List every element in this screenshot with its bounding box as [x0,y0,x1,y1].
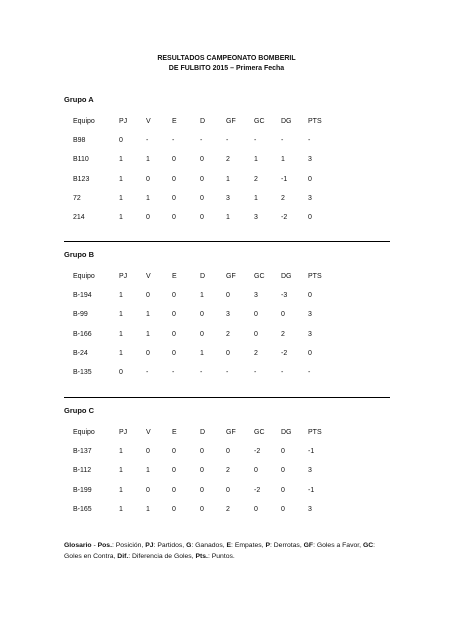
table-cell-v: 0 [146,486,150,494]
table-cell-gc: 3 [254,292,258,300]
table-cell-dg: 0 [281,448,285,456]
header-cell-gf: GF [226,118,236,125]
table-cell-d: 0 [200,448,204,456]
table-cell-v: 1 [146,505,150,513]
glossary-term: GC [362,542,374,549]
table-cell-gc: 0 [254,505,258,513]
table-cell-gf: - [226,137,229,145]
table-cell-dg: -1 [281,175,288,183]
table-header-row [64,272,390,282]
header-cell-pj: PJ [119,273,128,280]
table-row [64,486,390,496]
table-cell-pj: 1 [119,486,123,494]
table-header-row [64,428,390,438]
table-cell-pj: 1 [119,467,123,475]
table-cell-d: 0 [200,330,204,338]
glossary-items [64,542,375,560]
table-cell-pj: 1 [119,194,123,202]
group-title: Grupo A [64,95,94,104]
glossary-definition: : Goles en Contra, [64,542,376,560]
table-row [64,213,390,223]
header-cell-v: V [146,273,151,280]
table-cell-d: - [200,369,203,376]
table-row [64,155,390,165]
header-cell-gf: GF [226,273,236,280]
table-cell-pj: 1 [119,156,123,164]
table-cell-e: 0 [172,505,176,513]
table-cell-e: 0 [172,292,176,300]
header-cell-e: E [172,429,177,436]
table-cell-gf: 2 [226,156,230,164]
header-cell-e: E [172,273,177,280]
table-cell-d: 0 [200,214,204,221]
table-row [64,349,390,359]
table-cell-pts: 0 [308,349,312,357]
table-cell-e: - [172,369,175,376]
table-cell-d: 0 [200,156,204,164]
table-cell-dg: 0 [281,505,285,513]
table-cell-e: 0 [172,194,176,202]
table-row [64,505,390,515]
table-cell-pj: 1 [119,175,123,183]
table-cell-d: 0 [200,194,204,202]
table-cell-v: 1 [146,194,150,202]
table-cell-e: 0 [172,330,176,338]
table-cell-pj: 1 [119,292,123,300]
table-cell-v: 1 [146,156,150,164]
header-cell-pj: PJ [119,118,128,125]
table-row [64,310,390,320]
table-cell-gc: - [254,137,257,145]
table-cell-d: 0 [200,175,204,183]
group-title: Grupo B [64,250,94,259]
table-cell-d: - [200,137,203,145]
table-cell-gc: 2 [254,349,258,357]
table-cell-pts: -1 [308,486,315,494]
table-cell-e: 0 [172,486,176,494]
table-cell-equipo: 72 [73,194,81,202]
glossary-term: Pts. [195,552,208,560]
title-line-2: DE FULBITO 2015 – Primera Fecha [168,65,285,72]
table-cell-gc: 3 [254,214,258,221]
table-cell-pts: -1 [308,448,315,456]
table-row [64,175,390,185]
table-cell-gf: 2 [226,330,230,338]
table-cell-gf: 2 [226,467,230,475]
table-cell-equipo: B-112 [73,467,92,475]
table-header-row [64,117,390,127]
table-cell-pts: 3 [308,156,312,164]
header-cell-v: V [146,429,151,436]
table-cell-gc: 0 [254,467,258,475]
table-cell-gc: 1 [254,156,258,164]
table-cell-e: 0 [172,175,176,183]
table-cell-pts: 0 [308,214,312,221]
section-divider [64,241,390,242]
header-cell-dg: DG [281,273,292,280]
table-cell-dg: - [281,369,284,376]
table-cell-v: 0 [146,214,150,221]
table-cell-v: 1 [146,330,150,338]
table-row [64,291,390,301]
header-cell-pts: PTS [308,429,322,436]
table-cell-equipo: B-166 [73,330,92,338]
table-cell-v: 0 [146,448,150,456]
glossary-definition: : Diferencia de Goles, [128,552,196,560]
table-cell-gc: -2 [254,448,261,456]
glossary-separator: - [91,542,98,549]
header-cell-dg: DG [281,429,292,436]
glossary-term: Pos. [97,542,112,549]
header-cell-e: E [172,118,177,125]
table-cell-gc: 1 [254,194,258,202]
table-cell-dg: 0 [281,486,285,494]
header-cell-equipo: Equipo [73,429,95,436]
table-cell-d: 1 [200,292,204,300]
table-cell-d: 0 [200,505,204,513]
table-cell-equipo: B-165 [73,505,92,513]
glossary-definition: : Partidos, [153,542,187,549]
table-cell-d: 0 [200,486,204,494]
table-cell-dg: 1 [281,156,285,164]
table-cell-pts: - [308,369,311,376]
table-cell-e: 0 [172,349,176,357]
table-cell-pts: 3 [308,467,312,475]
table-cell-equipo: B-135 [73,369,92,376]
glossary-term: P [265,542,270,549]
glossary-term: G [186,542,192,549]
table-cell-pts: 3 [308,311,312,319]
table-cell-pj: 1 [119,448,123,456]
table-cell-gc: 2 [254,175,258,183]
table-cell-dg: -2 [281,349,288,357]
table-cell-gc: -2 [254,486,261,494]
table-cell-pj: 1 [119,214,123,221]
table-cell-d: 1 [200,349,204,357]
table-cell-v: 1 [146,311,150,319]
table-cell-gf: 3 [226,311,230,319]
table-cell-gf: 3 [226,194,230,202]
table-cell-dg: -3 [281,292,288,300]
table-cell-pts: 0 [308,292,312,300]
table-cell-equipo: B-194 [73,292,92,300]
header-cell-dg: DG [281,118,292,125]
table-cell-v: 1 [146,467,150,475]
table-cell-gf: 0 [226,448,230,456]
glossary-definition: : Ganados, [191,542,227,549]
table-cell-gf: 1 [226,175,230,183]
glossary-term: GF [303,542,314,549]
table-cell-equipo: B110 [73,156,89,164]
header-cell-d: D [200,118,206,125]
table-cell-equipo: B98 [73,137,86,145]
table-cell-pj: 0 [119,369,123,376]
table-cell-pts: 3 [308,194,312,202]
table-cell-gf: 0 [226,349,230,357]
table-cell-gf: 2 [226,505,230,513]
table-cell-dg: 2 [281,330,285,338]
table-cell-e: 0 [172,448,176,456]
table-cell-equipo: B-24 [73,349,88,357]
table-cell-pj: 1 [119,330,123,338]
table-cell-equipo: B-199 [73,486,92,494]
header-cell-d: D [200,273,206,280]
table-cell-pj: 1 [119,505,123,513]
table-row [64,194,390,204]
table-row [64,466,390,476]
title-line-1: RESULTADOS CAMPEONATO BOMBERIL [157,55,296,62]
glossary-term: PJ [145,542,154,549]
table-cell-gf: 0 [226,292,230,300]
glossary-definition: : Derrotas, [269,542,304,549]
table-cell-equipo: 214 [73,214,85,221]
header-cell-gc: GC [254,118,265,125]
glossary-definition: : Puntos. [207,552,235,560]
table-cell-equipo: B123 [73,175,90,183]
table-cell-dg: - [281,137,284,145]
table-cell-dg: 0 [281,467,285,475]
table-cell-v: 0 [146,292,150,300]
glossary [64,541,384,562]
table-cell-v: 0 [146,349,150,357]
table-cell-gf: 1 [226,214,230,221]
table-cell-e: - [172,137,175,145]
table-cell-gc: - [254,369,257,376]
table-cell-equipo: B-99 [73,311,88,319]
table-cell-d: 0 [200,467,204,475]
table-cell-pts: - [308,137,311,145]
header-cell-pts: PTS [308,118,322,125]
table-cell-e: 0 [172,311,176,319]
table-cell-e: 0 [172,156,176,164]
glossary-term: Dif. [117,552,129,560]
table-cell-v: - [146,369,149,376]
table-cell-pts: 0 [308,175,312,183]
table-cell-d: 0 [200,311,204,319]
glossary-definition: : Empates, [231,542,266,549]
header-cell-d: D [200,429,206,436]
table-cell-dg: 2 [281,194,285,202]
table-cell-pj: 1 [119,349,123,357]
header-cell-gc: GC [254,429,265,436]
section-divider [64,397,390,398]
table-row [64,136,390,146]
table-row [64,330,390,340]
header-cell-pts: PTS [308,273,322,280]
header-cell-pj: PJ [119,429,128,436]
table-cell-gf: - [226,369,229,376]
table-cell-pts: 3 [308,505,312,513]
table-cell-e: 0 [172,467,176,475]
table-cell-v: - [146,137,149,145]
header-cell-equipo: Equipo [73,118,95,125]
table-cell-v: 0 [146,175,150,183]
table-cell-pj: 1 [119,311,123,319]
table-cell-pj: 0 [119,137,123,145]
table-cell-e: 0 [172,214,176,221]
glossary-definition: : Posición, [111,542,146,549]
table-row [64,368,390,378]
table-row [64,447,390,457]
table-cell-gc: 0 [254,330,258,338]
header-cell-v: V [146,118,151,125]
glossary-intro: Glosario [64,542,92,549]
glossary-definition: : Goles a Favor, [313,542,363,549]
table-cell-dg: -2 [281,214,288,221]
header-cell-gc: GC [254,273,265,280]
group-title: Grupo C [64,406,94,415]
table-cell-equipo: B-137 [73,448,92,456]
header-cell-equipo: Equipo [73,273,95,280]
glossary-term: E [226,542,232,549]
table-cell-gc: 0 [254,311,258,319]
table-cell-gf: 0 [226,486,230,494]
table-cell-dg: 0 [281,311,285,319]
table-cell-pts: 3 [308,330,312,338]
header-cell-gf: GF [226,429,236,436]
